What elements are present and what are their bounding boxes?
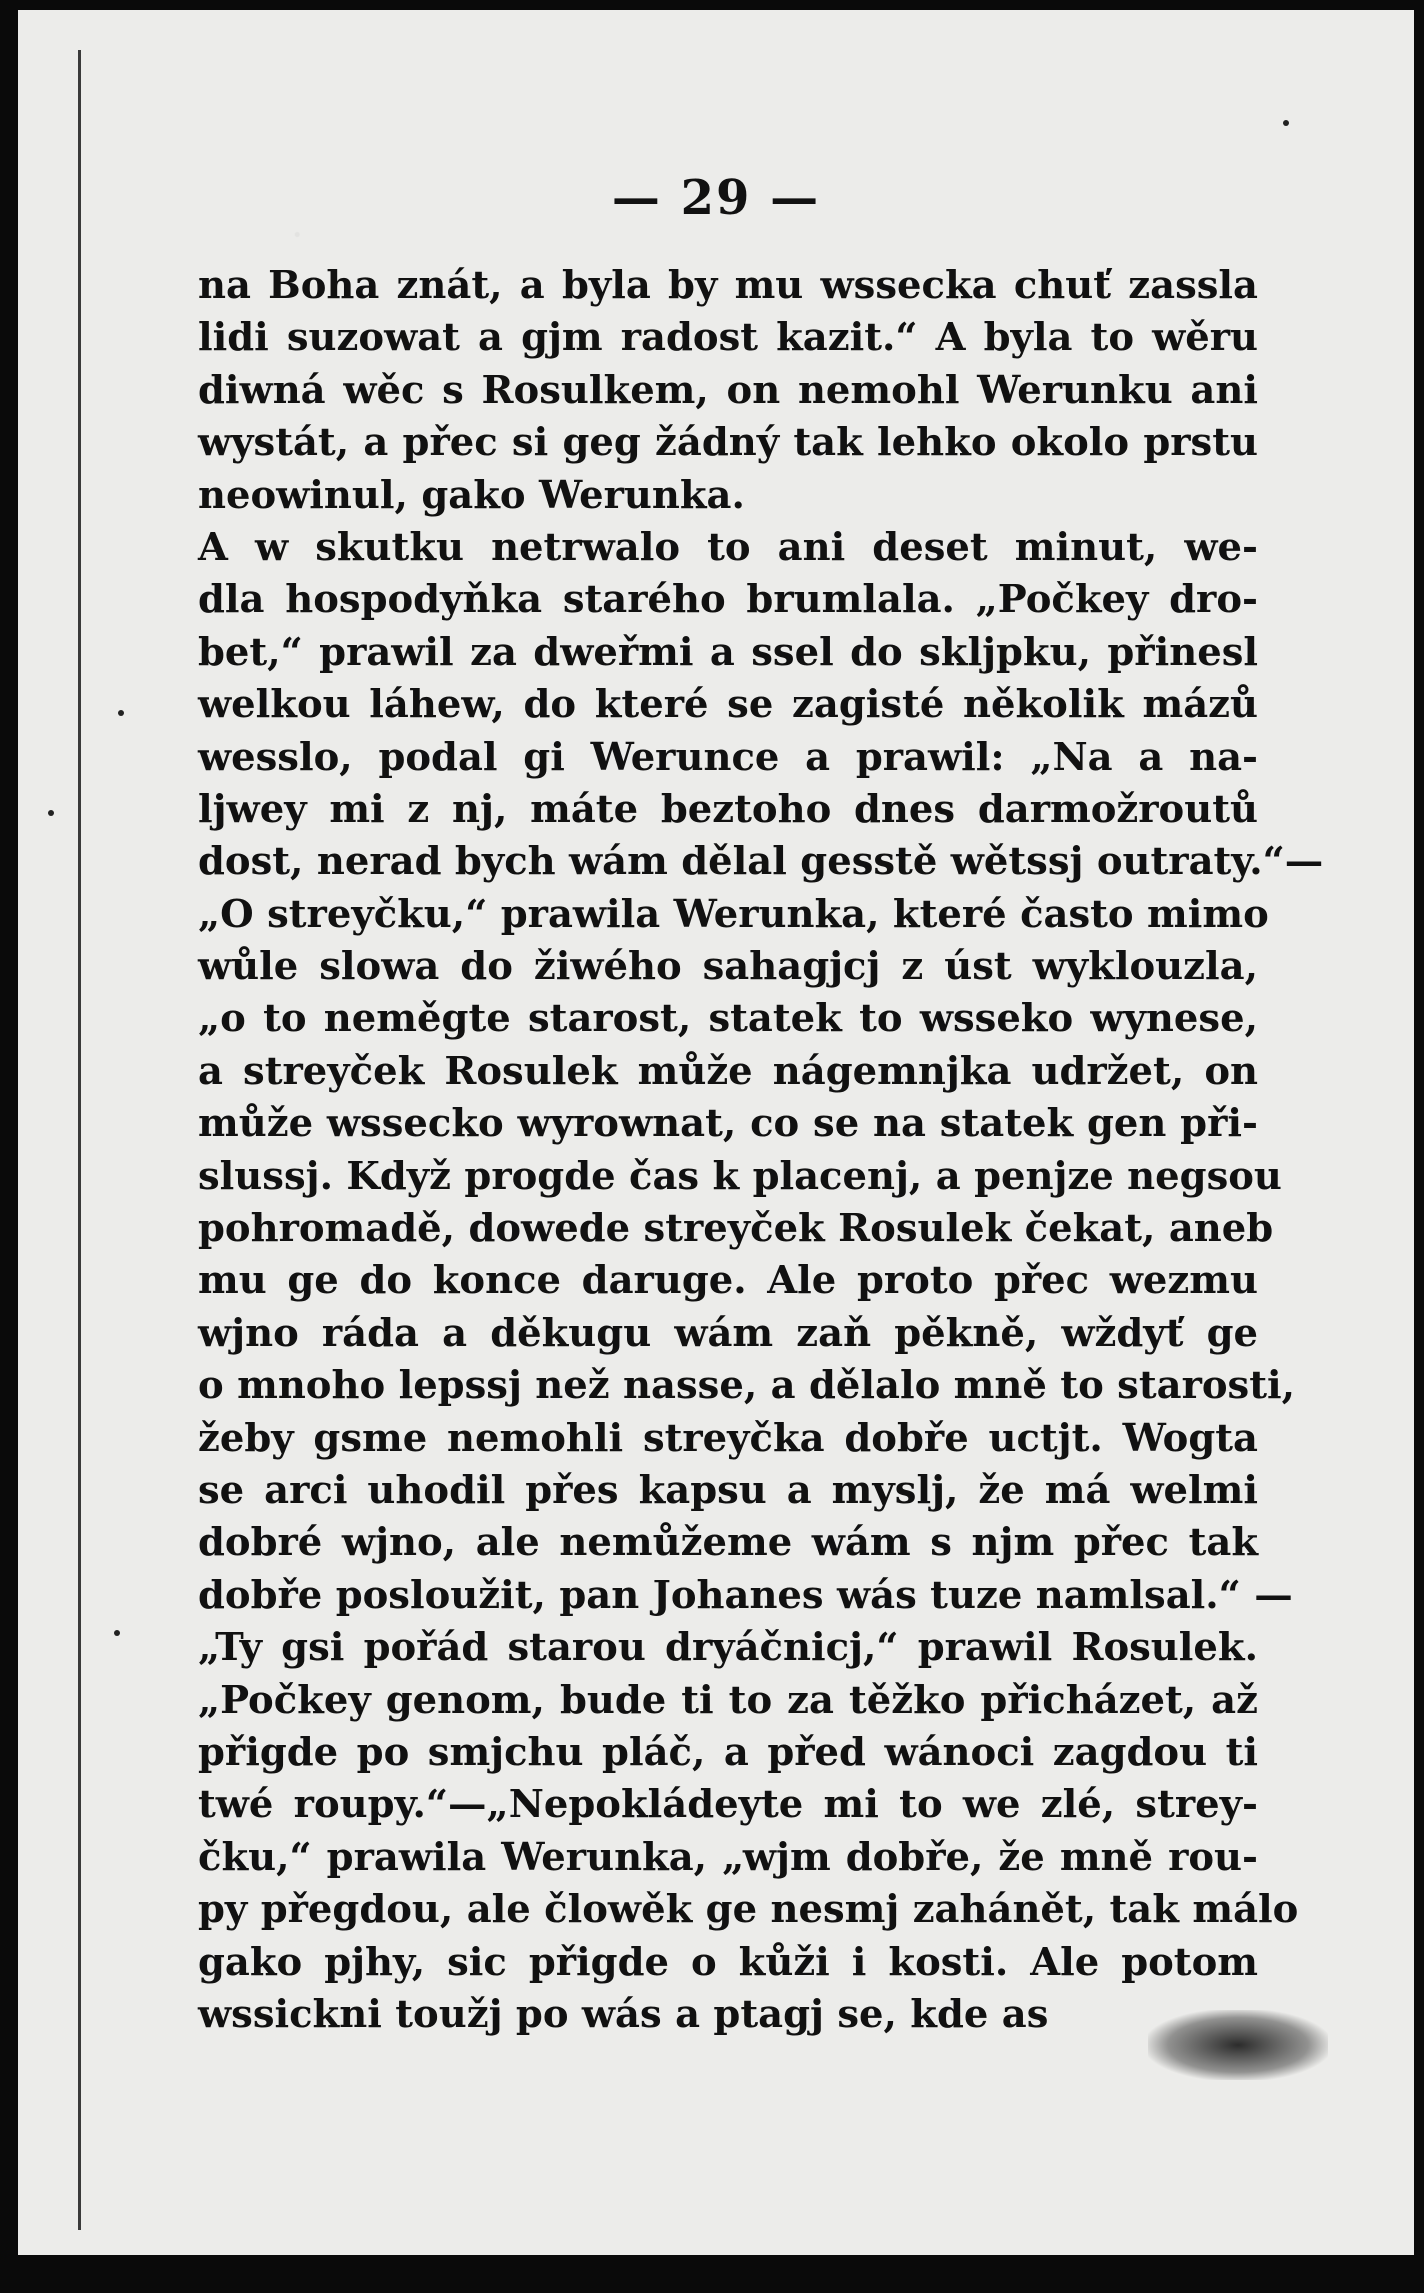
text-line: twé roupy.“—„Nepokládeyte mi to we zlé, strey- (198, 1782, 1258, 1828)
text-line: o mnoho lepssj než nasse, a dělalo mně to starosti, (198, 1363, 1296, 1409)
ink-stain (1148, 2010, 1328, 2080)
text-line: žeby gsme nemohli streyčka dobře uctjt. Wogta (198, 1415, 1258, 1461)
text-line: wesslo, podal gi Werunce a prawil: „Na a na- (198, 734, 1258, 780)
text-line: „Ty gsi pořád starou dryáčnicj,“ prawil Rosulek. (198, 1625, 1258, 1671)
text-line: „O streyčku,“ prawila Werunka, které často mimo (198, 891, 1269, 937)
text-line: mu ge do konce daruge. Ale proto přec wezmu (198, 1258, 1258, 1304)
text-line: bet,“ prawil za dweřmi a ssel do skljpku, přinesl (198, 629, 1258, 675)
text-line: py přegdou, ale člowěk ge nesmj zahánět, tak málo (198, 1887, 1299, 1933)
speck (48, 810, 54, 816)
text-line: A w skutku netrwalo to ani deset minut, we- (198, 524, 1258, 570)
speck (1283, 120, 1289, 126)
text-line: přigde po smjchu pláč, a před wánoci zagdou ti (198, 1729, 1258, 1775)
page-binding-edge (18, 50, 81, 2230)
text-line: dost, nerad bych wám dělal gesstě wětssj outraty.“— (198, 839, 1324, 885)
text-line: pohromadě, dowede streyček Rosulek čekat, aneb (198, 1206, 1274, 1252)
text-line: ljwey mi z nj, máte beztoho dnes darmožroutů (198, 786, 1258, 832)
text-line: welkou láhew, do které se zagisté několik mázů (198, 682, 1258, 728)
text-line: čku,“ prawila Werunka, „wjm dobře, že mně rou- (198, 1834, 1258, 1880)
text-line: wssickni toužj po wás a ptagj se, kde as (198, 1991, 1049, 2037)
text-line: lidi suzowat a gjm radost kazit.“ A byla to wěru (198, 315, 1258, 361)
text-line: „o to neměgte starost, statek to wsseko wynese, (198, 996, 1258, 1042)
text-line: gako pjhy, sic přigde o kůži i kosti. Ale potom (198, 1939, 1258, 1985)
page-number: — 29 — (611, 170, 821, 226)
text-line: „Počkey genom, bude ti to za těžko přicházet, až (198, 1677, 1258, 1723)
text-line: dobré wjno, ale nemůžeme wám s njm přec tak (198, 1520, 1258, 1566)
text-line: wůle slowa do žiwého sahagjcj z úst wyklouzla, (198, 944, 1258, 990)
text-line: slussj. Když progde čas k placenj, a penjze negsou (198, 1153, 1282, 1199)
text-line: může wssecko wyrownat, co se na statek gen při- (198, 1101, 1258, 1147)
text-line: a streyček Rosulek může nágemnjka udržet, on (198, 1048, 1258, 1094)
body-text (198, 260, 1324, 2041)
text-line: na Boha znát, a byla by mu wssecka chuť zassla (198, 263, 1258, 308)
text-line: dla hospodyňka starého brumlala. „Počkey dro- (198, 577, 1258, 623)
text-line: wystát, a přec si geg žádný tak lehko okolo prstu (198, 420, 1258, 466)
text-line: se arci uhodil přes kapsu a myslj, že má welmi (198, 1467, 1258, 1513)
text-line: dobře posloužit, pan Johanes wás tuze namlsal.“ — (198, 1572, 1293, 1618)
text-line: diwná wěc s Rosulkem, on nemohl Werunku ani (198, 367, 1258, 413)
speck (118, 710, 124, 716)
text-line: neowinul, gako Werunka. (198, 472, 745, 518)
speck (114, 1630, 120, 1636)
book-page (18, 10, 1414, 2255)
text-line: wjno ráda a děkugu wám zaň pěkně, wždyť ge (198, 1310, 1258, 1356)
